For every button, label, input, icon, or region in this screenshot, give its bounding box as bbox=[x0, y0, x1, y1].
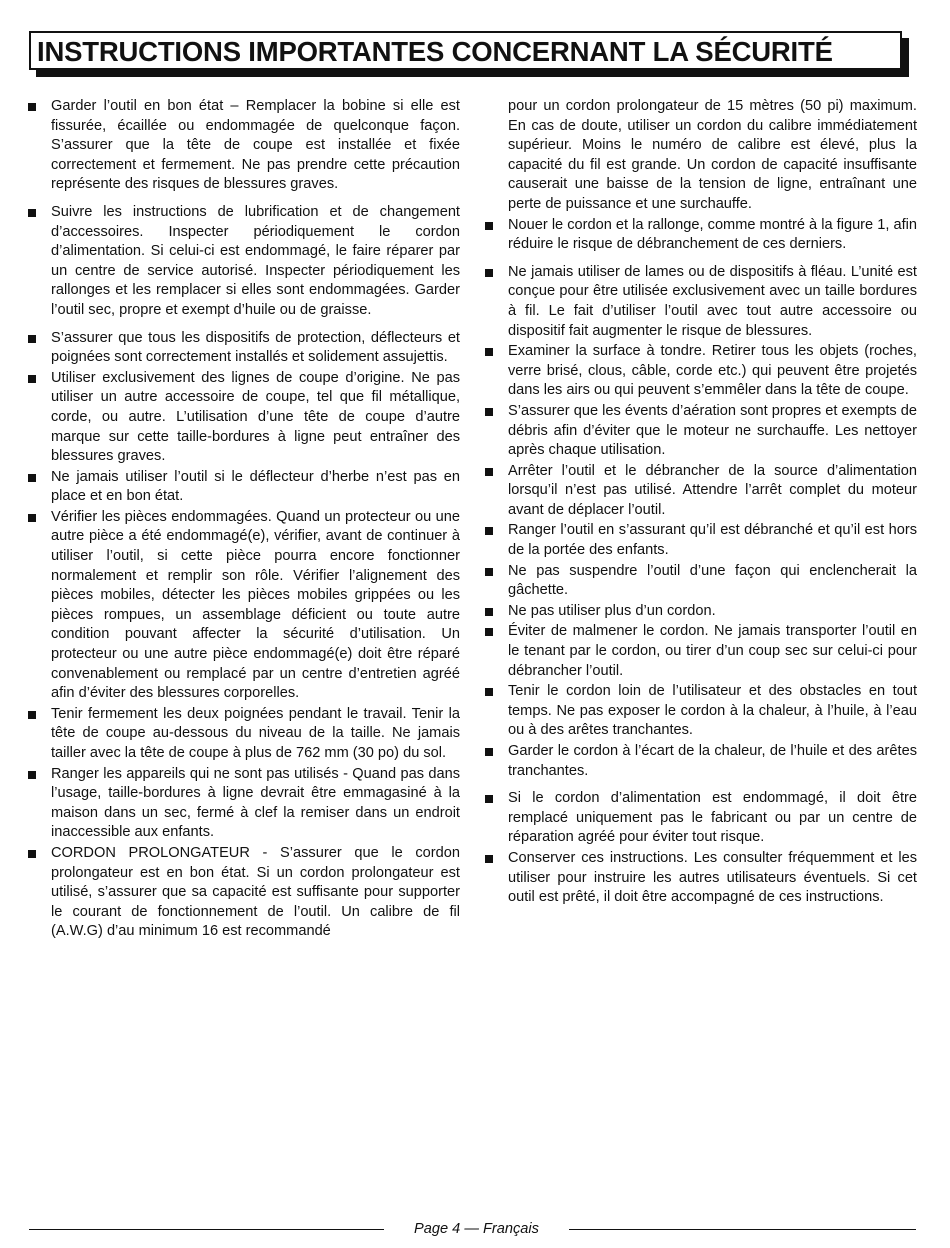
square-bullet-icon bbox=[485, 748, 493, 756]
list-item-text: CORDON PROLONGATEUR - S’assurer que le cordon prolongateur est en bon état. Si un cordon prolongateur est utilisé, s’assurer que sa capacité est suffisante pour supporter le courant de fonctionnement de l’outil. Un calibre de fil (A.W.G) d’au minimum 16 est recommandé bbox=[51, 844, 460, 940]
list-item-text: S’assurer que tous les dispositifs de protection, déflecteurs et poignées sont correctement installés et solidement assujettis. bbox=[51, 329, 460, 366]
square-bullet-icon bbox=[28, 103, 36, 111]
right-column bbox=[485, 97, 917, 909]
list-item-text: Garder l’outil en bon état – Remplacer la bobine si elle est fissurée, écaillée ou endommagée de quelconque façon. S’assurer que la tête de coupe est installée et fixée correctement et fermement. Ne pas prendre cette précaution représente des risques de blessures graves. bbox=[51, 98, 460, 193]
list-item-text: Ranger l’outil en s’assurant qu’il est débranché et qu’il est hors de la portée des enfants. bbox=[508, 522, 917, 559]
square-bullet-icon bbox=[485, 568, 493, 576]
list-item-text: Suivre les instructions de lubrification et de changement d’accessoires. Inspecter périodiquement le cordon d’alimentation. Si celui-ci est endommagé, le faire réparer par un centre de service autorisé. Inspecter périodiquement les rallonges et les remplacer si elles sont endommagées. Garder l’outil sec, propre et exempt d’huile ou de graisse. bbox=[51, 203, 460, 318]
square-bullet-icon bbox=[485, 628, 493, 636]
list-item-text: Nouer le cordon et la rallonge, comme montré à la figure 1, afin réduire le risque de débranchement de ces derniers. bbox=[508, 216, 917, 253]
list-item bbox=[485, 742, 917, 781]
list-item-text: Tenir le cordon loin de l’utilisateur et des obstacles en tout temps. Ne pas exposer le cordon à la chaleur, à l’huile, à l’eau ou à des arêtes tranchantes. bbox=[508, 683, 917, 739]
list-item bbox=[485, 562, 917, 601]
list-item bbox=[485, 849, 917, 908]
list-item-text: Conserver ces instructions. Les consulter fréquemment et les utiliser pour instruire les autres utilisateurs éventuels. Si cet outil est prêté, il doit être accompagné de ces instructions. bbox=[508, 849, 917, 906]
square-bullet-icon bbox=[28, 771, 36, 779]
square-bullet-icon bbox=[485, 688, 493, 696]
square-bullet-icon bbox=[485, 855, 493, 863]
footer-rule-left bbox=[29, 1229, 384, 1230]
footer-rule-right bbox=[569, 1229, 916, 1230]
list-item bbox=[485, 462, 917, 521]
square-bullet-icon bbox=[28, 514, 36, 522]
list-item-text: pour un cordon prolongateur de 15 mètres (50 pi) maximum. En cas de doute, utiliser un cordon du calibre immédiatement supérieur. Moins le numéro de calibre est élevé, plus la capacité du fil est grande. Un cordon de capacité insuffisante causerait une baisse de la tension de ligne, entraînant une perte de puissance et une surchauffe. bbox=[508, 98, 917, 212]
square-bullet-icon bbox=[485, 468, 493, 476]
list-item-text: Éviter de malmener le cordon. Ne jamais transporter l’outil en le tenant par le cordon, ou tirer d’un coup sec sur celui-ci pour débrancher l’outil. bbox=[508, 623, 917, 679]
page-title: INSTRUCTIONS IMPORTANTES CONCERNANT LA SÉCURITÉ bbox=[37, 36, 833, 67]
list-item bbox=[28, 844, 460, 942]
page-number: Page 4 — Français bbox=[414, 1221, 539, 1237]
list-item bbox=[485, 682, 917, 741]
list-item bbox=[28, 203, 460, 321]
list-item bbox=[28, 468, 460, 507]
list-item bbox=[485, 521, 917, 560]
square-bullet-icon bbox=[485, 408, 493, 416]
list-item bbox=[28, 705, 460, 764]
list-item bbox=[485, 402, 917, 461]
list-item bbox=[28, 97, 460, 195]
list-item-text: Utiliser exclusivement des lignes de coupe d’origine. Ne pas utiliser un autre accessoire de coupe, tel que fil métallique, corde, ou autre. L’utilisation d’une tête de coupe d’autre marque sur cette taille-bordures à ligne peut entraîner des blessures graves. bbox=[51, 369, 460, 465]
list-item bbox=[485, 216, 917, 255]
list-item bbox=[485, 622, 917, 681]
square-bullet-icon bbox=[485, 269, 493, 277]
square-bullet-icon bbox=[28, 209, 36, 217]
square-bullet-icon bbox=[485, 348, 493, 356]
left-column bbox=[28, 97, 460, 943]
square-bullet-icon bbox=[485, 222, 493, 230]
title-box bbox=[29, 31, 902, 70]
list-item bbox=[485, 789, 917, 848]
list-item-text: Si le cordon d’alimentation est endommagé, il doit être remplacé uniquement pas le fabricant ou par un centre de réparation agréé pour éviter tout risque. bbox=[508, 790, 917, 846]
list-item-text: Ne jamais utiliser de lames ou de dispositifs à fléau. L’unité est conçue pour être utilisée exclusivement avec un taille bordures à fil. Le fait d’utiliser l’outil avec tout autre accessoire ou dispositif fait augmenter le risque de blessures. bbox=[508, 263, 917, 339]
list-item-text: S’assurer que les évents d’aération sont propres et exempts de débris afin d’éviter que le moteur ne surchauffe. Les nettoyer après chaque utilisation. bbox=[508, 402, 917, 459]
list-item-text: Ne pas utiliser plus d’un cordon. bbox=[508, 602, 716, 619]
list-item-text: Vérifier les pièces endommagées. Quand un protecteur ou une autre pièce a été endommagé(e), vérifier, avant de continuer à utiliser l’outil, si cette pièce pourra encore fonctionner normalement et remplir son rôle. Vérifier l’alignement des pièces mobiles, détecter les pièces mobiles grippées ou les pièces rompues, un assemblage déficient ou toute autre condition pouvant affecter la sécurité d’utilisation. Un protecteur ou une autre pièce endommagé(e) doit être réparé convenablement ou remplacé par un centre d’entretien agréé afin d’éviter des blessures corporelles. bbox=[51, 508, 460, 702]
square-bullet-icon bbox=[28, 711, 36, 719]
list-item-text: Ne pas suspendre l’outil d’une façon qui enclencherait la gâchette. bbox=[508, 562, 917, 599]
list-item-text: Arrêter l’outil et le débrancher de la source d’alimentation lorsqu’il n’est pas utilisé. Attendre l’arrêt complet du moteur avant de déplacer l’outil. bbox=[508, 462, 917, 518]
square-bullet-icon bbox=[28, 850, 36, 858]
list-item-text: Ne jamais utiliser l’outil si le déflecteur d’herbe n’est pas en place et en bon état. bbox=[51, 468, 460, 505]
list-item-text: Garder le cordon à l’écart de la chaleur, de l’huile et des arêtes tranchantes. bbox=[508, 743, 917, 779]
list-item-text: Tenir fermement les deux poignées pendant le travail. Tenir la tête de coupe au-dessous du niveau de la taille. Ne jamais tailler avec la tête de coupe à plus de 762 mm (30 po) du sol. bbox=[51, 705, 460, 761]
page-footer bbox=[29, 1218, 916, 1240]
list-item bbox=[28, 369, 460, 467]
square-bullet-icon bbox=[28, 375, 36, 383]
list-item bbox=[485, 342, 917, 401]
square-bullet-icon bbox=[485, 608, 493, 616]
list-item-continuation bbox=[485, 97, 917, 215]
list-item-text: Examiner la surface à tondre. Retirer tous les objets (roches, verre brisé, clous, câble, corde etc.) qui peuvent être projetés dans les airs ou qui peuvent s’emmêler dans la tête de coupe. bbox=[508, 343, 917, 399]
list-item-text: Ranger les appareils qui ne sont pas utilisés - Quand pas dans l’usage, taille-bordures à ligne devrait être emmagasiné à la maison dans un sec, fermé à clef la remiser dans un endroit inaccessible aux enfants. bbox=[51, 765, 460, 841]
square-bullet-icon bbox=[485, 795, 493, 803]
list-item bbox=[28, 765, 460, 843]
square-bullet-icon bbox=[28, 335, 36, 343]
list-item bbox=[485, 263, 917, 341]
list-item bbox=[28, 508, 460, 704]
square-bullet-icon bbox=[28, 474, 36, 482]
list-item bbox=[485, 602, 917, 622]
square-bullet-icon bbox=[485, 527, 493, 535]
list-item bbox=[28, 329, 460, 368]
